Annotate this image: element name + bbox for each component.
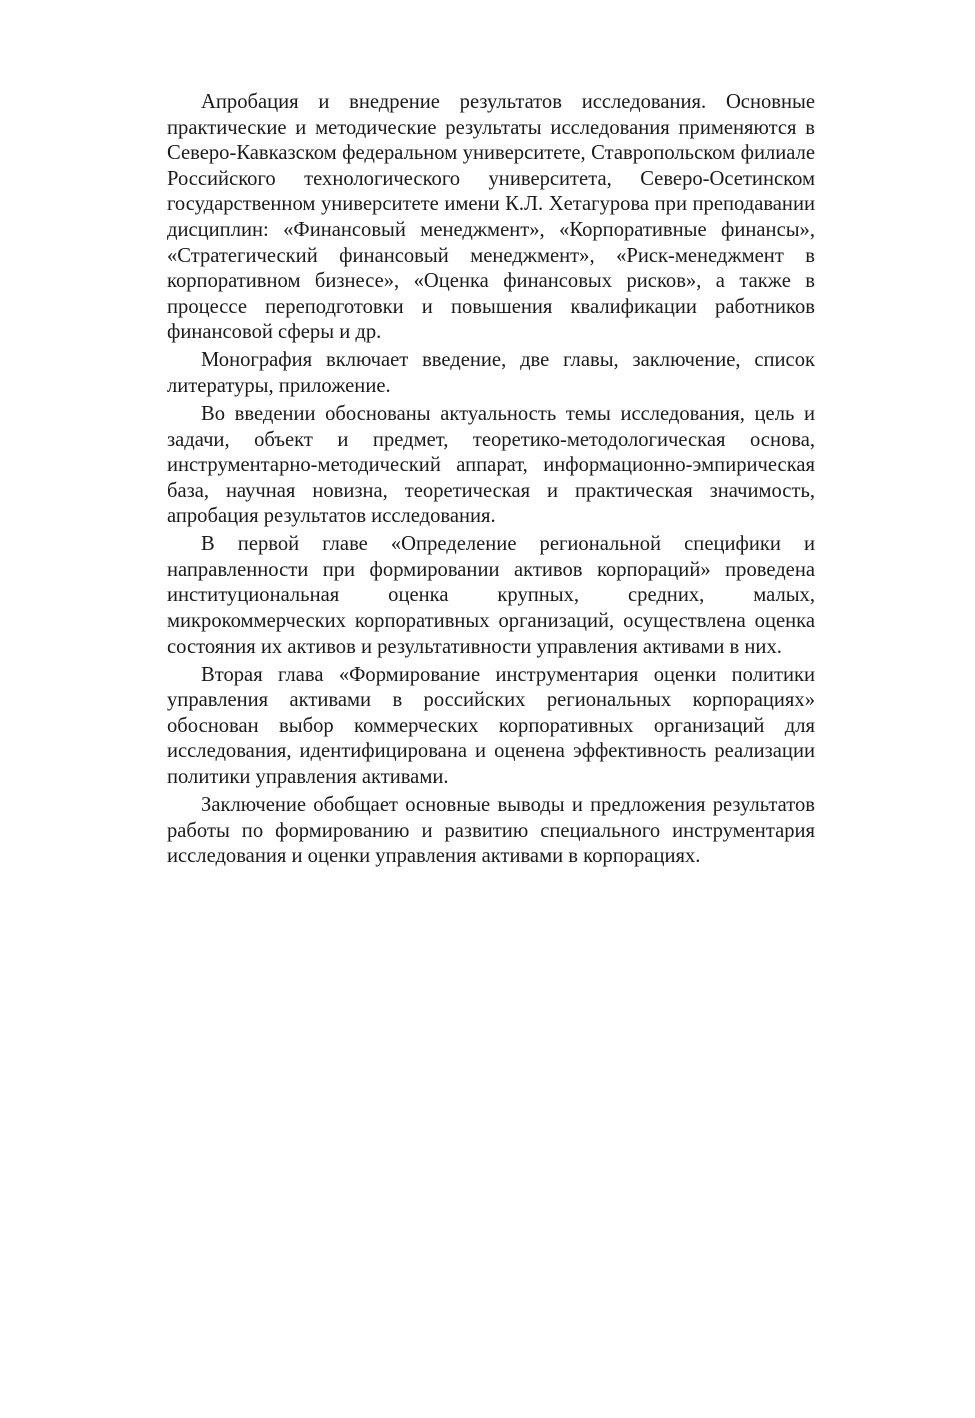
paragraph-structure: Монография включает введение, две главы, заключение, список литературы, приложение.: [167, 349, 815, 397]
paragraph-chapter-two: Вторая глава «Формирование инструментария оценки политики управления активами в российских региональных корпорациях» обоснован выбор коммерческих корпоративных организаций для исследования, идентифицирована и оценена эффективность реализации политики управления активами.: [167, 663, 815, 788]
paragraph-introduction: Во введении обоснованы актуальность темы исследования, цель и задачи, объект и предмет, теоретико-методологическая основа, инструментарно-методический аппарат, информационно-эмпирическая база, научная новизна, теоретическая и практическая значимость, апробация результатов исследования.: [167, 402, 815, 528]
paragraph-approbation: Апробация и внедрение результатов исследования. Основные практические и методические результаты исследования применяются в Северо-Кавказском федеральном университете, Ставропольском филиале Российского технологического университета, Северо-Осетинском государственном университете имени К.Л. Хетагурова при преподавании дисциплин: «Финансовый менеджмент», «Корпоративные финансы», «Стратегический финансовый менеджмент», «Риск-менеджмент в корпоративном бизнесе», «Оценка финансовых рисков», а также в процессе переподготовки и повышения квалификации работников финансовой сферы и др.: [167, 91, 815, 344]
paragraph-conclusion: Заключение обобщает основные выводы и предложения результатов работы по формированию и развитию специального инструментария исследования и оценки управления активами в корпорациях.: [167, 793, 815, 868]
body-text: [167, 90, 815, 872]
paragraph-chapter-one: В первой главе «Определение региональной специфики и направленности при формировании активов корпораций» проведена институциональная оценка крупных, средних, малых, микрокоммерческих корпоративных организаций, осуществлена оценка состояния их активов и результативности управления активами в них.: [167, 533, 815, 658]
